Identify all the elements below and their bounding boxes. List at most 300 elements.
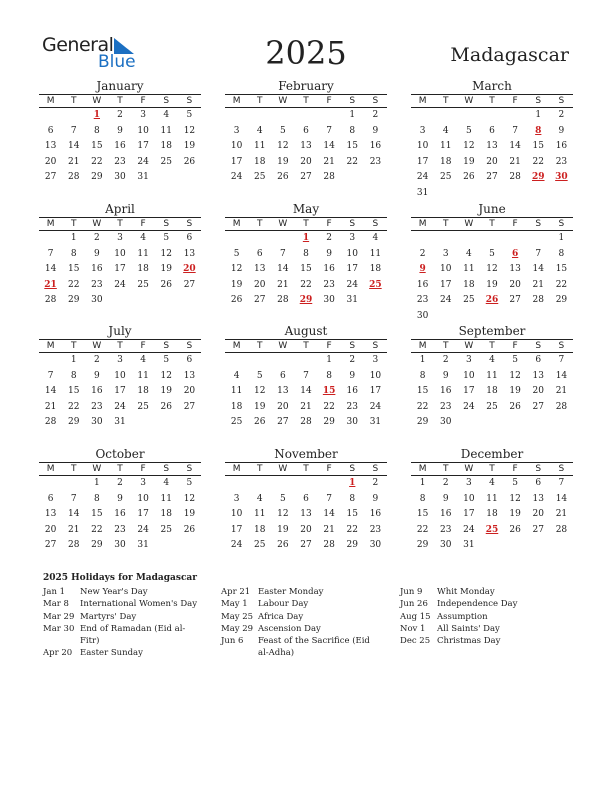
holiday-entry bbox=[400, 611, 573, 623]
day-cell: 5 bbox=[512, 478, 518, 488]
empty-cell bbox=[504, 108, 527, 124]
weekday-header: W bbox=[457, 340, 480, 353]
day-cell: 31 bbox=[416, 187, 429, 198]
weekday-header: S bbox=[155, 340, 178, 353]
day-cell: 22 bbox=[67, 401, 80, 412]
day-cell: 30 bbox=[369, 540, 382, 551]
day-cell: 27 bbox=[44, 172, 57, 183]
weekday-header: M bbox=[39, 463, 62, 476]
day-cell: 22 bbox=[346, 156, 358, 167]
day-cell: 23 bbox=[439, 401, 452, 412]
day-cell: 10 bbox=[230, 141, 243, 152]
day-cell: 20 bbox=[253, 279, 266, 290]
day-cell: 23 bbox=[91, 401, 103, 412]
day-cell: 15 bbox=[346, 141, 358, 152]
day-cell: 8 bbox=[558, 248, 565, 259]
day-cell: 19 bbox=[230, 279, 243, 290]
weekday-header: T bbox=[294, 340, 317, 353]
day-cell: 1 bbox=[419, 355, 426, 365]
weekday-header: T bbox=[62, 218, 85, 231]
day-cell: 22 bbox=[346, 524, 358, 535]
holiday-day-cell: 20 bbox=[183, 264, 196, 275]
day-cell: 24 bbox=[230, 172, 243, 183]
day-cell: 11 bbox=[137, 248, 149, 259]
day-cell: 21 bbox=[532, 279, 544, 290]
day-cell: 2 bbox=[117, 110, 123, 120]
holiday-entry bbox=[221, 611, 381, 623]
day-cell: 6 bbox=[256, 248, 263, 259]
empty-cell bbox=[294, 108, 317, 124]
day-cell: 28 bbox=[67, 172, 80, 183]
holiday-day-cell: 15 bbox=[322, 386, 336, 397]
day-cell: 13 bbox=[44, 141, 57, 152]
day-cell: 9 bbox=[117, 125, 123, 136]
day-cell: 16 bbox=[91, 386, 103, 397]
empty-cell bbox=[248, 108, 271, 124]
day-cell: 5 bbox=[163, 355, 170, 365]
day-cell: 17 bbox=[346, 264, 358, 275]
day-cell: 4 bbox=[140, 355, 146, 365]
day-cell: 8 bbox=[349, 493, 356, 504]
weekday-header: T bbox=[480, 463, 503, 476]
day-cell: 12 bbox=[230, 264, 243, 275]
day-cell: 18 bbox=[160, 141, 172, 152]
weekday-header: S bbox=[527, 218, 550, 231]
empty-cell bbox=[318, 476, 341, 492]
day-cell: 27 bbox=[277, 417, 289, 428]
day-cell: 31 bbox=[114, 417, 126, 428]
holiday-entry bbox=[43, 647, 203, 659]
day-cell: 8 bbox=[93, 125, 100, 136]
day-cell: 4 bbox=[256, 493, 263, 504]
weekday-header: W bbox=[85, 340, 108, 353]
weekday-header: S bbox=[341, 95, 364, 108]
day-cell: 5 bbox=[233, 248, 240, 259]
day-cell: 26 bbox=[277, 172, 289, 183]
month-day-grid bbox=[225, 94, 387, 186]
day-cell: 27 bbox=[183, 279, 196, 290]
holiday-name: Independence Day bbox=[437, 599, 518, 610]
empty-cell bbox=[411, 231, 434, 247]
day-cell: 22 bbox=[555, 279, 568, 290]
day-cell: 10 bbox=[463, 493, 475, 504]
day-cell: 1 bbox=[419, 478, 426, 488]
day-cell: 18 bbox=[463, 279, 475, 290]
day-cell: 29 bbox=[323, 417, 335, 428]
day-cell: 29 bbox=[346, 540, 358, 551]
weekday-header: T bbox=[108, 340, 131, 353]
day-cell: 22 bbox=[416, 524, 429, 535]
day-cell: 4 bbox=[233, 370, 240, 381]
day-cell: 30 bbox=[439, 540, 452, 551]
day-cell: 19 bbox=[486, 279, 498, 290]
weekday-header: F bbox=[132, 218, 155, 231]
day-cell: 28 bbox=[44, 417, 57, 428]
holiday-day-cell: 29 bbox=[532, 172, 545, 183]
day-cell: 13 bbox=[486, 141, 498, 152]
day-cell: 24 bbox=[114, 401, 126, 412]
day-cell: 4 bbox=[140, 233, 146, 243]
day-cell: 7 bbox=[512, 125, 518, 136]
day-cell: 7 bbox=[70, 125, 77, 136]
weekday-header: S bbox=[527, 340, 550, 353]
month-title: August bbox=[284, 324, 328, 338]
month-day-grid bbox=[39, 94, 201, 186]
weekday-header: S bbox=[550, 463, 573, 476]
day-cell: 15 bbox=[67, 264, 80, 275]
day-cell: 28 bbox=[532, 295, 544, 306]
day-cell: 9 bbox=[326, 248, 332, 259]
day-cell: 27 bbox=[532, 524, 544, 535]
day-cell: 25 bbox=[439, 172, 452, 183]
weekday-header: M bbox=[225, 463, 248, 476]
empty-cell bbox=[271, 231, 294, 247]
day-cell: 11 bbox=[160, 493, 172, 504]
month-day-grid bbox=[39, 339, 201, 431]
day-cell: 3 bbox=[233, 493, 240, 504]
day-cell: 23 bbox=[369, 156, 382, 167]
holiday-name: New Year's Day bbox=[80, 587, 148, 597]
weekday-header: S bbox=[341, 463, 364, 476]
day-cell: 27 bbox=[253, 295, 266, 306]
empty-cell bbox=[271, 108, 294, 124]
day-cell: 30 bbox=[114, 172, 126, 183]
day-cell: 25 bbox=[160, 524, 172, 535]
day-cell: 19 bbox=[463, 156, 475, 167]
weekday-header: F bbox=[132, 340, 155, 353]
day-cell: 4 bbox=[163, 478, 170, 488]
day-cell: 4 bbox=[442, 125, 449, 136]
weekday-header: T bbox=[434, 218, 457, 231]
day-cell: 2 bbox=[93, 233, 100, 243]
day-cell: 15 bbox=[346, 509, 358, 520]
day-cell: 6 bbox=[489, 125, 495, 136]
empty-cell bbox=[504, 231, 527, 247]
holiday-day-cell: 25 bbox=[369, 279, 382, 290]
weekday-header: S bbox=[178, 340, 201, 353]
day-cell: 13 bbox=[532, 370, 544, 381]
day-cell: 14 bbox=[555, 493, 568, 504]
weekday-header: M bbox=[39, 218, 62, 231]
weekday-header: T bbox=[108, 463, 131, 476]
day-cell: 8 bbox=[419, 493, 426, 504]
weekday-header: F bbox=[318, 95, 341, 108]
day-cell: 10 bbox=[137, 493, 149, 504]
day-cell: 23 bbox=[439, 524, 452, 535]
holiday-day-cell: 26 bbox=[485, 295, 499, 306]
weekday-header: W bbox=[271, 340, 294, 353]
day-cell: 21 bbox=[67, 524, 80, 535]
day-cell: 3 bbox=[233, 125, 240, 136]
day-cell: 20 bbox=[277, 401, 289, 412]
holiday-date: Jun 6 bbox=[221, 636, 244, 647]
day-cell: 16 bbox=[369, 141, 382, 152]
day-cell: 8 bbox=[70, 248, 77, 259]
weekday-header: T bbox=[62, 463, 85, 476]
weekday-header: T bbox=[480, 218, 503, 231]
day-cell: 1 bbox=[349, 110, 356, 120]
day-cell: 14 bbox=[323, 509, 335, 520]
day-cell: 6 bbox=[47, 493, 54, 504]
holiday-entry bbox=[400, 598, 573, 610]
holiday-entry bbox=[400, 635, 573, 647]
day-cell: 27 bbox=[509, 295, 521, 306]
day-cell: 10 bbox=[439, 264, 452, 275]
day-cell: 13 bbox=[183, 370, 196, 381]
empty-cell bbox=[225, 231, 248, 247]
empty-cell bbox=[225, 108, 248, 124]
weekday-header: T bbox=[294, 218, 317, 231]
day-cell: 30 bbox=[416, 310, 429, 321]
day-cell: 19 bbox=[160, 386, 172, 397]
month-day-grid bbox=[39, 217, 201, 309]
weekday-header: S bbox=[550, 95, 573, 108]
day-cell: 17 bbox=[439, 279, 452, 290]
day-cell: 19 bbox=[509, 386, 521, 397]
empty-cell bbox=[434, 231, 457, 247]
weekday-header: S bbox=[550, 218, 573, 231]
weekday-header: T bbox=[248, 340, 271, 353]
day-cell: 11 bbox=[486, 370, 498, 381]
day-cell: 18 bbox=[439, 156, 452, 167]
country-name: Madagascar bbox=[450, 44, 569, 66]
day-cell: 13 bbox=[300, 509, 312, 520]
weekday-header: F bbox=[132, 95, 155, 108]
day-cell: 2 bbox=[326, 233, 332, 243]
month-title: April bbox=[105, 202, 135, 216]
weekday-header: W bbox=[457, 95, 480, 108]
day-cell: 9 bbox=[372, 493, 379, 504]
day-cell: 17 bbox=[463, 509, 475, 520]
empty-cell bbox=[411, 108, 434, 124]
day-cell: 7 bbox=[303, 370, 309, 381]
day-cell: 25 bbox=[230, 417, 243, 428]
month-december bbox=[411, 447, 573, 554]
day-cell: 27 bbox=[532, 401, 544, 412]
day-cell: 7 bbox=[326, 125, 332, 136]
day-cell: 5 bbox=[279, 125, 286, 136]
holiday-date: Jun 26 bbox=[400, 599, 428, 610]
weekday-header: T bbox=[434, 95, 457, 108]
day-cell: 29 bbox=[91, 172, 103, 183]
day-cell: 14 bbox=[67, 509, 80, 520]
day-cell: 26 bbox=[183, 524, 196, 535]
month-title: December bbox=[460, 447, 524, 461]
day-cell: 8 bbox=[93, 493, 100, 504]
empty-cell bbox=[39, 231, 62, 247]
day-cell: 24 bbox=[416, 172, 429, 183]
day-cell: 7 bbox=[47, 370, 54, 381]
month-day-grid bbox=[225, 339, 387, 431]
day-cell: 31 bbox=[346, 295, 358, 306]
day-cell: 26 bbox=[509, 524, 521, 535]
day-cell: 14 bbox=[277, 264, 289, 275]
day-cell: 2 bbox=[442, 355, 449, 365]
day-cell: 23 bbox=[346, 401, 358, 412]
day-cell: 29 bbox=[67, 417, 80, 428]
holiday-day-cell: 25 bbox=[485, 524, 499, 535]
month-title: January bbox=[96, 79, 144, 93]
month-april bbox=[39, 202, 201, 309]
day-cell: 9 bbox=[349, 370, 356, 381]
holiday-column bbox=[43, 586, 203, 660]
day-cell: 11 bbox=[369, 248, 382, 259]
day-cell: 25 bbox=[253, 172, 266, 183]
holiday-entry bbox=[43, 598, 203, 610]
weekday-header: S bbox=[527, 463, 550, 476]
day-cell: 11 bbox=[439, 141, 452, 152]
day-cell: 26 bbox=[277, 540, 289, 551]
day-cell: 30 bbox=[439, 417, 452, 428]
day-cell: 3 bbox=[465, 355, 472, 365]
month-july bbox=[39, 324, 201, 431]
holiday-entry bbox=[221, 586, 381, 598]
day-cell: 30 bbox=[323, 295, 335, 306]
weekday-header: T bbox=[294, 463, 317, 476]
day-cell: 15 bbox=[416, 509, 429, 520]
holiday-date: Mar 29 bbox=[43, 611, 75, 622]
day-cell: 5 bbox=[465, 125, 472, 136]
holiday-name: Ascension Day bbox=[258, 623, 321, 634]
weekday-header: S bbox=[341, 218, 364, 231]
weekday-header: T bbox=[480, 340, 503, 353]
day-cell: 9 bbox=[117, 493, 123, 504]
day-cell: 24 bbox=[346, 279, 358, 290]
day-cell: 5 bbox=[163, 233, 170, 243]
day-cell: 28 bbox=[555, 524, 568, 535]
holiday-date: Mar 8 bbox=[43, 599, 69, 610]
day-cell: 17 bbox=[114, 264, 126, 275]
month-title: September bbox=[458, 324, 526, 338]
day-cell: 16 bbox=[323, 264, 335, 275]
day-cell: 16 bbox=[439, 386, 452, 397]
day-cell: 14 bbox=[555, 370, 568, 381]
weekday-header: M bbox=[225, 218, 248, 231]
day-cell: 24 bbox=[114, 279, 126, 290]
day-cell: 21 bbox=[323, 524, 335, 535]
day-cell: 20 bbox=[486, 156, 498, 167]
weekday-header: F bbox=[132, 463, 155, 476]
day-cell: 10 bbox=[346, 248, 358, 259]
day-cell: 6 bbox=[47, 125, 54, 136]
day-cell: 10 bbox=[463, 370, 475, 381]
month-day-grid bbox=[225, 462, 387, 554]
day-cell: 20 bbox=[44, 524, 57, 535]
weekday-header: S bbox=[178, 218, 201, 231]
day-cell: 13 bbox=[509, 264, 521, 275]
holiday-name: Labour Day bbox=[258, 599, 309, 610]
weekday-header: M bbox=[39, 340, 62, 353]
holiday-name: Easter Sunday bbox=[80, 648, 143, 659]
weekday-header: T bbox=[248, 95, 271, 108]
holiday-date: May 1 bbox=[221, 599, 248, 610]
day-cell: 6 bbox=[303, 125, 309, 136]
day-cell: 5 bbox=[489, 248, 495, 259]
day-cell: 20 bbox=[183, 386, 196, 397]
holiday-entry bbox=[43, 623, 203, 648]
day-cell: 8 bbox=[70, 370, 77, 381]
weekday-header: T bbox=[108, 218, 131, 231]
holiday-entry bbox=[400, 623, 573, 635]
month-march bbox=[411, 79, 573, 202]
day-cell: 16 bbox=[555, 141, 568, 152]
day-cell: 25 bbox=[160, 156, 172, 167]
brand-name-part1: General bbox=[42, 34, 114, 56]
empty-cell bbox=[248, 231, 271, 247]
holiday-name: Feast of the Sacrifice (Eid al-Adha) bbox=[258, 636, 370, 659]
day-cell: 31 bbox=[369, 417, 382, 428]
day-cell: 2 bbox=[93, 355, 100, 365]
month-day-grid bbox=[411, 462, 573, 554]
day-cell: 5 bbox=[279, 493, 286, 504]
day-cell: 29 bbox=[416, 417, 429, 428]
day-cell: 12 bbox=[277, 141, 289, 152]
holiday-entry bbox=[221, 635, 381, 660]
empty-cell bbox=[248, 353, 271, 369]
day-cell: 27 bbox=[486, 172, 498, 183]
weekday-header: M bbox=[411, 218, 434, 231]
day-cell: 17 bbox=[230, 156, 243, 167]
day-cell: 23 bbox=[114, 156, 126, 167]
holiday-name: Assumption bbox=[437, 611, 488, 622]
day-cell: 2 bbox=[419, 248, 426, 259]
day-cell: 13 bbox=[277, 386, 289, 397]
calendar-year: 2025 bbox=[265, 34, 347, 72]
weekday-header: M bbox=[39, 95, 62, 108]
day-cell: 18 bbox=[253, 524, 266, 535]
day-cell: 22 bbox=[323, 401, 335, 412]
weekday-header: W bbox=[457, 463, 480, 476]
holiday-name: Martyrs' Day bbox=[80, 611, 137, 622]
day-cell: 28 bbox=[555, 401, 568, 412]
weekday-header: S bbox=[178, 95, 201, 108]
day-cell: 10 bbox=[416, 141, 429, 152]
holiday-name: All Saints' Day bbox=[437, 623, 500, 634]
day-cell: 15 bbox=[67, 386, 80, 397]
day-cell: 10 bbox=[137, 125, 149, 136]
day-cell: 25 bbox=[253, 540, 266, 551]
day-cell: 19 bbox=[160, 264, 172, 275]
day-cell: 18 bbox=[160, 509, 172, 520]
day-cell: 18 bbox=[137, 386, 149, 397]
weekday-header: T bbox=[62, 95, 85, 108]
day-cell: 6 bbox=[535, 355, 542, 365]
day-cell: 19 bbox=[183, 509, 196, 520]
day-cell: 12 bbox=[160, 370, 172, 381]
empty-cell bbox=[225, 476, 248, 492]
day-cell: 5 bbox=[186, 478, 193, 488]
weekday-header: T bbox=[480, 95, 503, 108]
holiday-entry bbox=[221, 598, 381, 610]
holiday-entry bbox=[43, 586, 203, 598]
day-cell: 14 bbox=[300, 386, 312, 397]
month-day-grid bbox=[411, 339, 573, 431]
day-cell: 28 bbox=[44, 295, 57, 306]
day-cell: 1 bbox=[535, 110, 542, 120]
holiday-day-cell: 6 bbox=[512, 248, 519, 259]
holiday-day-cell: 29 bbox=[299, 295, 313, 306]
day-cell: 8 bbox=[303, 248, 309, 259]
day-cell: 23 bbox=[323, 279, 335, 290]
weekday-header: S bbox=[178, 463, 201, 476]
empty-cell bbox=[39, 108, 62, 124]
weekday-header: F bbox=[318, 340, 341, 353]
day-cell: 11 bbox=[137, 370, 149, 381]
day-cell: 15 bbox=[416, 386, 429, 397]
day-cell: 21 bbox=[323, 156, 335, 167]
weekday-header: S bbox=[364, 463, 387, 476]
day-cell: 20 bbox=[509, 279, 521, 290]
